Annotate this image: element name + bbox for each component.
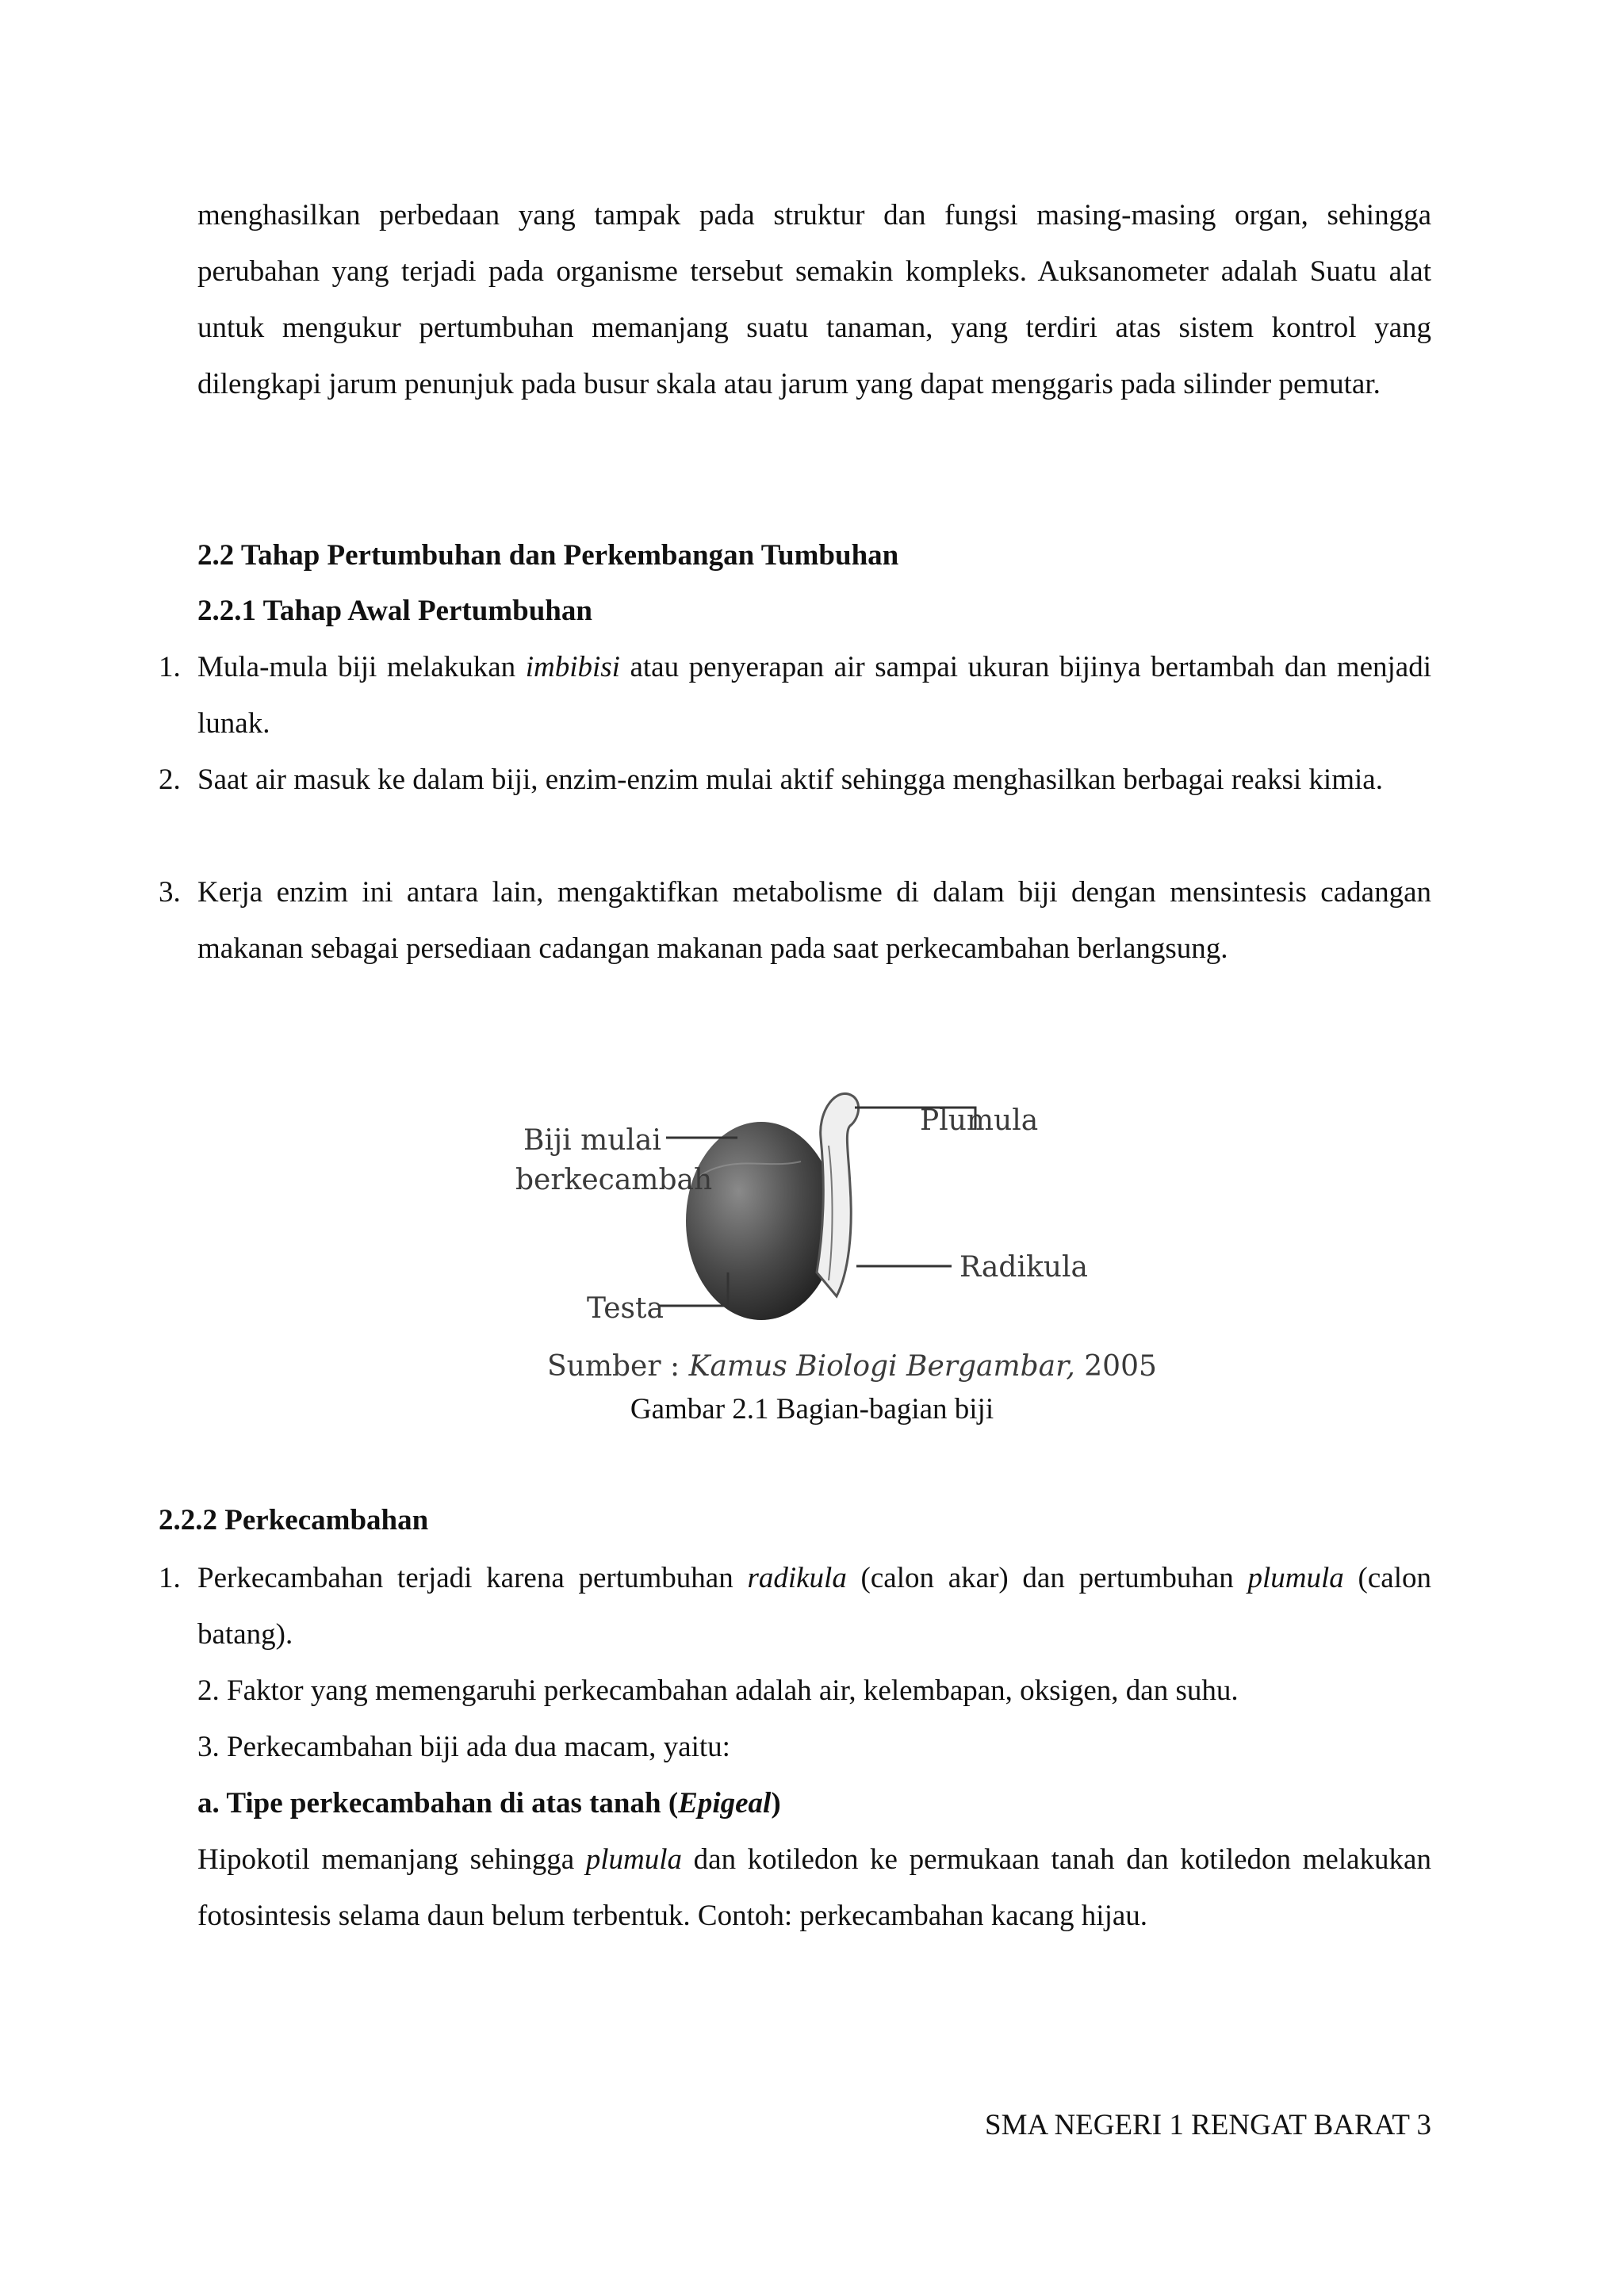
label-biji-line1: Biji mulai: [523, 1124, 661, 1157]
list-item: Perkecambahan terjadi karena pertumbuhan radikula (calon akar) dan pertumbuhan plumula (calon batang).: [197, 1562, 1431, 1651]
figure-source: Sumber : Kamus Biologi Bergambar, 2005: [547, 1350, 1157, 1383]
epigeal-paragraph: Hipokotil memanjang sehingga plumula dan kotiledon ke permukaan tanah dan kotiledon melakukan fotosintesis selama daun belum terbentuk. Contoh: perkecambahan kacang hijau.: [197, 1843, 1431, 1932]
list-number: 1.: [159, 1562, 181, 1594]
intro-paragraph: menghasilkan perbedaan yang tampak pada struktur dan fungsi masing-masing organ, sehingga perubahan yang terjadi pada organisme tersebut semakin kompleks. Auksanometer adalah Suatu alat untuk mengukur pertumbuhan memanjang suatu tanaman, yang terdiri atas sistem kontrol yang dilengkapi jarum penunjuk pada busur skala atau jarum yang dapat menggaris pada silinder pemutar.: [197, 199, 1431, 400]
list-item: 2. Faktor yang memengaruhi perkecambahan adalah air, kelembapan, oksigen, dan suhu.: [197, 1674, 1239, 1707]
section-heading-2-2-2: 2.2.2 Perkecambahan: [159, 1504, 429, 1536]
list-number: 1.: [159, 651, 181, 683]
subheading-epigeal: a. Tipe perkecambahan di atas tanah (Epigeal): [197, 1787, 781, 1820]
list-item: 3. Perkecambahan biji ada dua macam, yaitu:: [197, 1731, 730, 1763]
label-radikula: Radikula: [959, 1251, 1088, 1284]
label-biji-line2: berkecambah: [515, 1164, 713, 1196]
subsection-heading: 2.2.1 Tahap Awal Pertumbuhan: [197, 595, 592, 627]
list-item: Mula-mula biji melakukan imbibisi atau penyerapan air sampai ukuran bijinya bertambah dan menjadi lunak.: [197, 651, 1431, 740]
list-item: Saat air masuk ke dalam biji, enzim-enzim mulai aktif sehingga menghasilkan berbagai reaksi kimia.: [197, 763, 1383, 796]
figure-caption: Gambar 2.1 Bagian-bagian biji: [630, 1393, 994, 1425]
seed-figure: [508, 1058, 1157, 1391]
seed-body: [686, 1122, 837, 1320]
list-number: 3.: [159, 876, 181, 909]
page-footer: SMA NEGERI 1 RENGAT BARAT 3: [985, 2109, 1431, 2141]
list-number: 2.: [159, 763, 181, 796]
label-testa: Testa: [587, 1292, 664, 1325]
label-plumula: Plumula: [920, 1104, 1039, 1137]
list-item: Kerja enzim ini antara lain, mengaktifkan metabolisme di dalam biji dengan mensintesis cadangan makanan sebagai persediaan cadangan makanan pada saat perkecambahan berlangsung.: [197, 876, 1431, 965]
section-heading: 2.2 Tahap Pertumbuhan dan Perkembangan Tumbuhan: [197, 539, 899, 572]
